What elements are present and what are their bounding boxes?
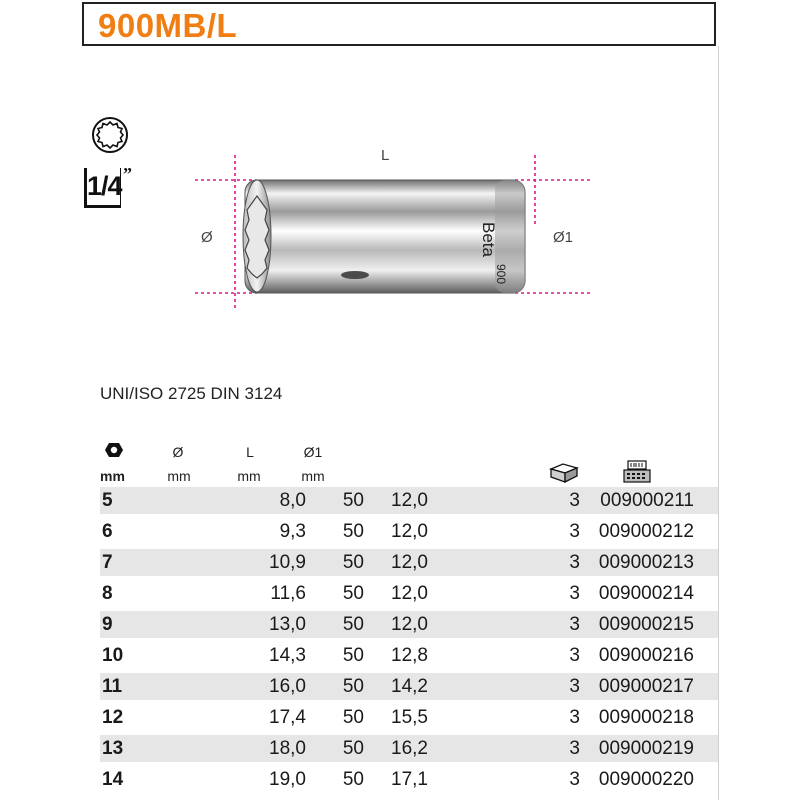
inch-mark: ” xyxy=(123,164,132,184)
diameter1-cell: 12,8 xyxy=(391,645,428,666)
diameter-cell: 18,0 xyxy=(269,738,306,759)
length-cell: 50 xyxy=(342,707,364,728)
length-cell: 50 xyxy=(342,738,364,759)
table-row xyxy=(100,611,718,638)
article-code-cell: 009000213 xyxy=(598,552,694,573)
diameter-cell: 11,6 xyxy=(270,583,306,604)
table-row xyxy=(100,673,718,700)
article-code-cell: 009000214 xyxy=(598,583,694,604)
quantity-cell: 3 xyxy=(569,583,580,604)
standard-reference: UNI/ISO 2725 DIN 3124 xyxy=(100,384,283,403)
size-cell: 13 xyxy=(102,738,124,759)
diameter1-cell: 12,0 xyxy=(391,614,428,635)
article-code-cell: 009000211 xyxy=(600,490,694,511)
quantity-cell: 3 xyxy=(569,552,580,573)
diameter1-column-header: Ø1 xyxy=(303,444,323,460)
length-cell: 50 xyxy=(342,645,364,666)
quantity-cell: 3 xyxy=(569,645,580,666)
diameter1-label: Ø1 xyxy=(553,229,574,246)
socket-diagram xyxy=(195,150,595,310)
diameter1-cell: 12,0 xyxy=(391,583,428,604)
quantity-cell: 3 xyxy=(569,490,580,511)
table-row xyxy=(100,518,718,545)
size-cell: 5 xyxy=(102,490,113,511)
diameter-cell: 19,0 xyxy=(269,769,306,790)
length-cell: 50 xyxy=(342,490,364,511)
drive-size-label: 1/4 xyxy=(84,168,121,208)
diameter1-cell: 12,0 xyxy=(391,552,428,573)
diameter-cell: 8,0 xyxy=(279,490,306,511)
quantity-cell: 3 xyxy=(569,769,580,790)
twelve-point-icon xyxy=(89,115,133,155)
table-row xyxy=(100,735,718,762)
diameter1-cell: 17,1 xyxy=(391,769,428,790)
article-code-cell: 009000212 xyxy=(598,521,694,542)
diameter1-cell: 16,2 xyxy=(391,738,428,759)
product-code-title: 900MB/L xyxy=(98,7,238,44)
right-divider-line xyxy=(718,46,719,800)
size-cell: 10 xyxy=(102,645,124,666)
length-cell: 50 xyxy=(342,676,364,697)
hex-nut-icon xyxy=(104,442,124,458)
article-code-cell: 009000219 xyxy=(598,738,694,759)
diameter-cell: 16,0 xyxy=(269,676,306,697)
length-cell: 50 xyxy=(342,552,364,573)
diameter-label: Ø xyxy=(201,229,213,246)
size-cell: 6 xyxy=(102,521,113,542)
size-cell: 12 xyxy=(102,707,124,728)
size-unit-header: mm xyxy=(100,468,125,484)
length-cell: 50 xyxy=(342,769,364,790)
package-box-icon xyxy=(549,463,579,483)
length-column-header: L xyxy=(246,444,254,460)
length-unit-header: mm xyxy=(237,468,261,484)
article-code-cell: 009000220 xyxy=(598,769,694,790)
article-code-cell: 009000217 xyxy=(598,676,694,697)
table-row xyxy=(100,549,718,576)
table-row xyxy=(100,580,718,607)
diameter1-cell: 14,2 xyxy=(391,676,428,697)
length-label: L xyxy=(381,150,390,164)
diameter1-cell: 15,5 xyxy=(391,707,428,728)
barcode-register-icon xyxy=(622,460,652,484)
quantity-cell: 3 xyxy=(569,738,580,759)
brand-engraving: Beta xyxy=(479,222,498,257)
diameter-column-header: Ø xyxy=(172,444,184,460)
length-cell: 50 xyxy=(342,583,364,604)
article-code-cell: 009000216 xyxy=(598,645,694,666)
table-row xyxy=(100,487,718,514)
table-row xyxy=(100,642,718,669)
diameter-unit-header: mm xyxy=(167,468,191,484)
quantity-cell: 3 xyxy=(569,676,580,697)
article-code-cell: 009000218 xyxy=(598,707,694,728)
size-cell: 11 xyxy=(102,676,123,697)
size-cell: 8 xyxy=(102,583,113,604)
quantity-cell: 3 xyxy=(569,707,580,728)
diameter-cell: 13,0 xyxy=(269,614,306,635)
diameter-cell: 9,3 xyxy=(279,521,306,542)
diameter1-unit-header: mm xyxy=(301,468,325,484)
diameter-cell: 10,9 xyxy=(269,552,306,573)
size-cell: 7 xyxy=(102,552,113,573)
table-row xyxy=(100,704,718,731)
length-cell: 50 xyxy=(342,521,364,542)
diameter1-cell: 12,0 xyxy=(391,490,428,511)
diameter-cell: 14,3 xyxy=(269,645,306,666)
diameter1-cell: 12,0 xyxy=(391,521,428,542)
model-engraving: 900 xyxy=(494,264,508,285)
diameter-cell: 17,4 xyxy=(269,707,306,728)
table-row xyxy=(100,766,718,793)
length-cell: 50 xyxy=(342,614,364,635)
article-code-cell: 009000215 xyxy=(598,614,694,635)
size-cell: 14 xyxy=(102,769,124,790)
quantity-cell: 3 xyxy=(569,614,580,635)
quantity-cell: 3 xyxy=(569,521,580,542)
title-bar xyxy=(82,2,716,46)
size-cell: 9 xyxy=(102,614,113,635)
